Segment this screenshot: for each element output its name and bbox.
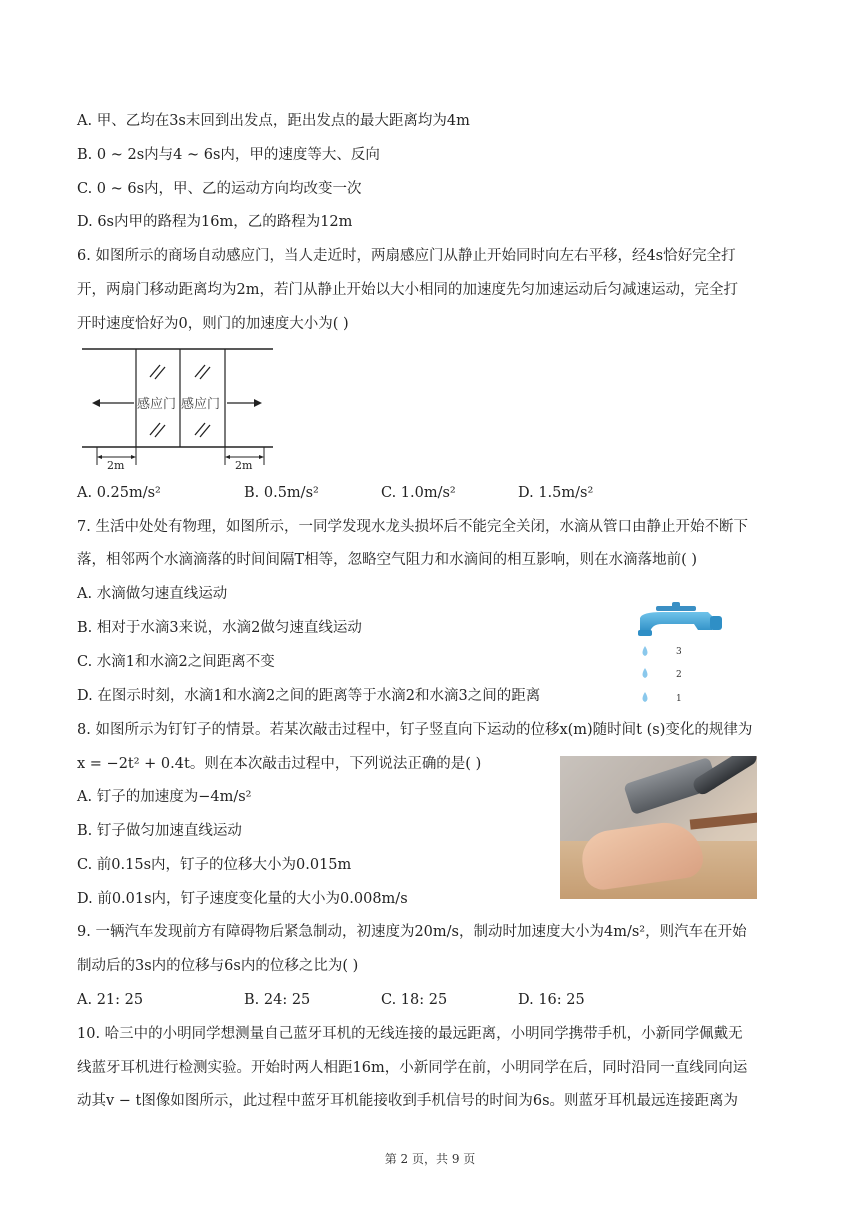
q6-stem-line-3: 开时速度恰好为0，则门的加速度大小为( ) (77, 316, 349, 332)
q9-stem-line-2: 制动后的3s内的位移与6s内的位移之比为( ) (77, 958, 359, 974)
q7-stem-line-1: 7. 生活中处处有物理，如图所示，一同学发现水龙头损坏后不能完全关闭，水滴从管口由静止开始不断下 (77, 519, 748, 535)
q8-option-c: C. 前0.15s内，钉子的位移大小为0.015m (77, 857, 352, 873)
q7-option-a: A. 水滴做匀速直线运动 (77, 586, 228, 602)
q7-option-d: D. 在图示时刻，水滴1和水滴2之间的距离等于水滴2和水滴3之间的距离 (77, 688, 541, 704)
q6-stem-line-2: 开，两扇门移动距离均为2m，若门从静止开始以大小相同的加速度先匀加速运动后匀减速运动，完全打 (77, 282, 738, 298)
q7-stem-line-2: 落，相邻两个水滴滴落的时间间隔T相等，忽略空气阻力和水滴间的相互影响，则在水滴落地前( ) (77, 552, 698, 568)
q8-stem-line-2: x = −2t² + 0.4t。则在本次敲击过程中，下列说法正确的是( ) (77, 756, 482, 772)
sliding-door-diagram (80, 343, 275, 473)
left-door-label: 感应门 (137, 397, 177, 412)
q10-stem-line-3: 动其v − t图像如图所示，此过程中蓝牙耳机能接收到手机信号的时间为6s。则蓝牙耳机最远连接距离为 (77, 1093, 739, 1109)
q6-option-b: B. 0.5m/s² (244, 485, 319, 501)
right-distance-label: 2m (235, 459, 253, 472)
q7-option-c: C. 水滴1和水滴2之间距离不变 (77, 654, 275, 670)
q9-option-d: D. 16: 25 (518, 992, 585, 1008)
q9-option-c: C. 18: 25 (381, 992, 448, 1008)
hammer-nail-photo (560, 756, 757, 899)
q10-stem-line-2: 线蓝牙耳机进行检测实验。开始时两人相距16m，小新同学在前，小明同学在后，同时沿同一直线同向运 (77, 1060, 748, 1076)
q8-option-a: A. 钉子的加速度为−4m/s² (77, 789, 252, 805)
q8-option-b: B. 钉子做匀加速直线运动 (77, 823, 242, 839)
q10-stem-line-1: 10. 哈三中的小明同学想测量自己蓝牙耳机的无线连接的最远距离，小明同学携带手机，小新同学佩戴无 (77, 1026, 743, 1042)
q5-option-a: A. 甲、乙均在3s末回到出发点，距出发点的最大距离均为4m (77, 113, 470, 129)
q8-option-d: D. 前0.01s内，钉子速度变化量的大小为0.008m/s (77, 891, 408, 907)
page-footer: 第 2 页，共 9 页 (384, 1152, 476, 1166)
q5-option-d: D. 6s内甲的路程为16m，乙的路程为12m (77, 214, 353, 230)
q6-stem-line-1: 6. 如图所示的商场自动感应门，当人走近时，两扇感应门从静止开始同时向左右平移，经4s恰好完全打 (77, 248, 736, 264)
drop-label-1: 1 (676, 694, 682, 704)
q5-option-c: C. 0 ~ 6s内，甲、乙的运动方向均改变一次 (77, 181, 362, 197)
q6-option-c: C. 1.0m/s² (381, 485, 456, 501)
q8-stem-line-1: 8. 如图所示为钉钉子的情景。若某次敲击过程中，钉子竖直向下运动的位移x(m)随时间t (s)变化的规律为 (77, 722, 753, 738)
q6-options (77, 483, 777, 503)
left-distance-label: 2m (107, 459, 125, 472)
drop-label-2: 2 (676, 670, 682, 680)
q9-stem-line-1: 9. 一辆汽车发现前方有障碍物后紧急制动，初速度为20m/s，制动时加速度大小为4m/s²，则汽车在开始 (77, 924, 747, 940)
q6-option-a: A. 0.25m/s² (77, 485, 161, 501)
q5-option-b: B. 0 ~ 2s内与4 ~ 6s内，甲的速度等大、反向 (77, 147, 380, 163)
q9-option-b: B. 24: 25 (244, 992, 311, 1008)
q7-option-b: B. 相对于水滴3来说，水滴2做匀速直线运动 (77, 620, 362, 636)
q9-option-a: A. 21: 25 (77, 992, 144, 1008)
drop-label-3: 3 (676, 647, 682, 657)
right-door-label: 感应门 (181, 397, 221, 412)
faucet-drops-figure (632, 600, 732, 710)
q9-options (77, 990, 777, 1010)
q6-option-d: D. 1.5m/s² (518, 485, 594, 501)
